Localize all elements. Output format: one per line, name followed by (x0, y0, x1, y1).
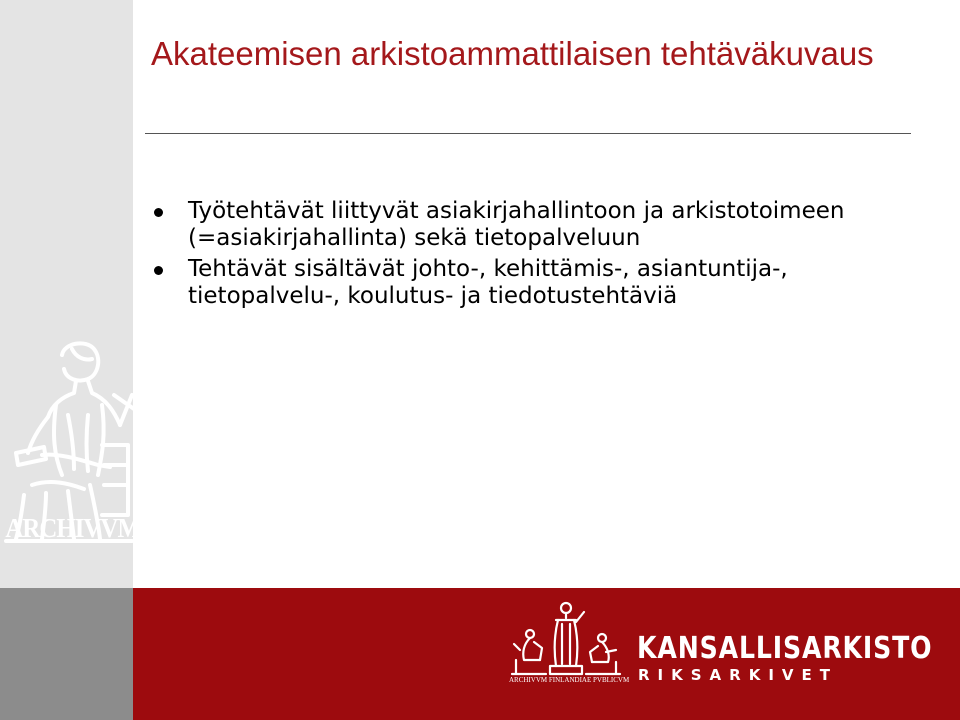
footer-grey-block (0, 588, 133, 720)
archivvm-emblem-text: ARCHIVVM (5, 513, 141, 543)
bullet-dot-icon (154, 208, 163, 217)
bullet-list (150, 198, 910, 314)
bullet-item (150, 256, 910, 310)
logo-motto: ARCHIVVM FINLANDIAE PVBLICVM (509, 676, 630, 684)
slide-title: Akateemisen arkistoammattilaisen tehtäväkuvaus (151, 35, 874, 72)
bullet-text: Työtehtävät liittyvät asiakirjahallintoon ja arkistotoimeen (=asiakirjahallinta) sekä tietopalveluun (188, 198, 845, 251)
bullet-item (150, 198, 910, 252)
title-underline (145, 133, 911, 134)
org-name: KANSALLISARKISTO (637, 631, 933, 666)
bullet-text: Tehtävät sisältävät johto-, kehittämis-, asiantuntija-, tietopalvelu-, koulutus- ja tiedotustehtäviä (188, 256, 788, 309)
bullet-dot-icon (154, 266, 163, 275)
left-decorative-strip (0, 0, 141, 588)
org-subname: RIKSARKIVET (638, 666, 839, 684)
three-figures-emblem-icon (510, 600, 622, 678)
